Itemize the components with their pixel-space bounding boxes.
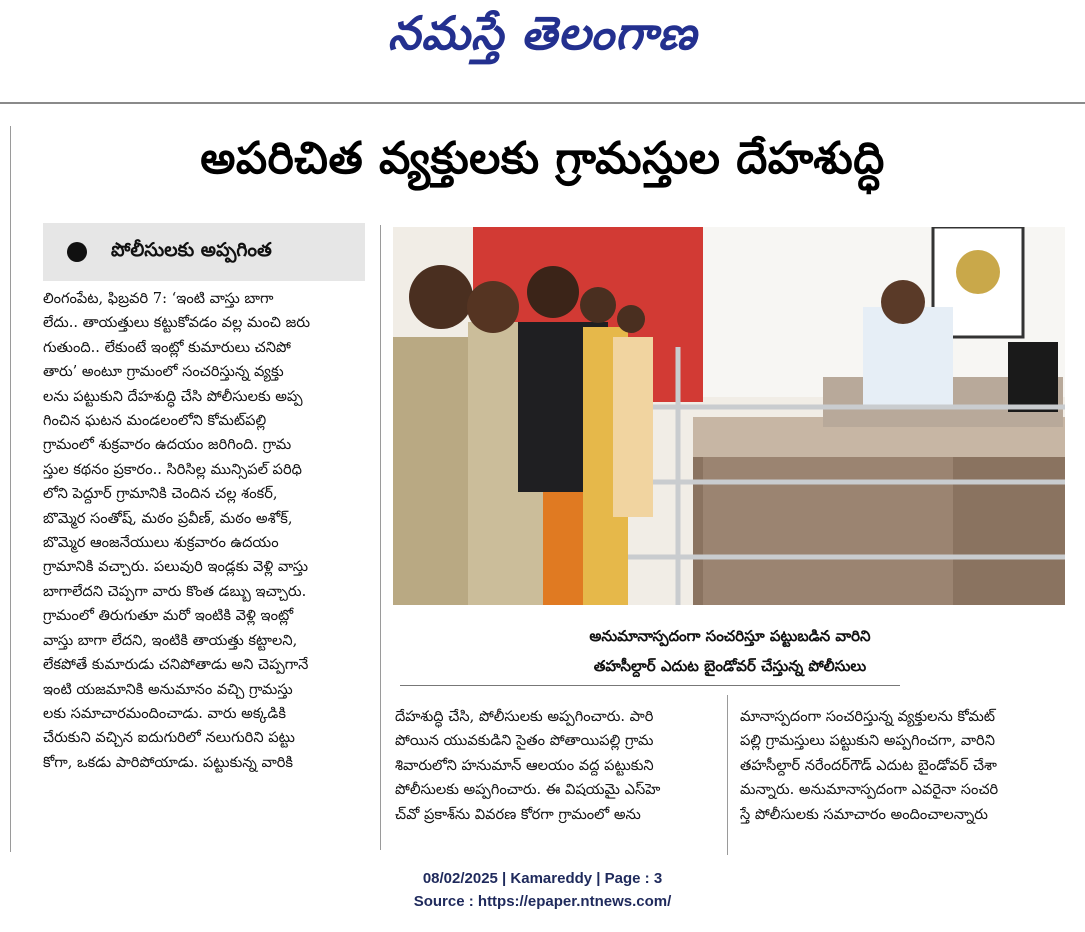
article-line: తారు’ అంటూ గ్రామంలో సంచరిస్తున్న వ్యక్తు [43, 363, 284, 381]
article-line: బొమ్మెర సంతోష్, మఠం ప్రవీణ్, మఠం అశోక్, [43, 509, 293, 527]
article-line: చ్‌వో ప్రకాశ్‌ను వివరణ కోరగా గ్రామంలో అను [395, 805, 641, 823]
article-line: లింగంపేట, ఫిబ్రవరి 7: ‘ఇంటి వాస్తు బాగా [43, 290, 274, 307]
article-line: లను పట్టుకుని దేహశుద్ధి చేసి పోలీసులకు అప్ప [43, 387, 303, 405]
photo-caption [395, 621, 1065, 681]
article-line: స్తుల కథనం ప్రకారం.. సిరిసిల్ల మున్సిపల్ పరిధి [43, 460, 302, 478]
article-line: లేదు.. తాయత్తులు కట్టుకోవడం వల్ల మంచి జరు [43, 314, 310, 332]
masthead [0, 0, 1085, 78]
column-divider [380, 225, 381, 850]
article-line: బాగాలేదని చెప్పగా వారు కొంత డబ్బు ఇచ్చారు. [43, 582, 307, 600]
article-line: లేకపోతే కుమారుడు చనిపోతాడు అని చెప్పగానే [43, 656, 309, 674]
article-line: గ్రామానికి వచ్చారు. పలువురి ఇండ్లకు వెళ్లి వాస్తు [43, 558, 309, 576]
article-line: లోని పెద్దూర్ గ్రామానికి చెందిన చల్ల శంకర్, [43, 485, 278, 503]
news-photo [393, 227, 1065, 605]
footer-dateline: 08/02/2025 | Kamareddy | Page : 3 [422, 870, 663, 887]
caption-line-2: తహసీల్దార్ ఎదుట బైండోవర్ చేస్తున్న పోలీసులు [593, 657, 867, 675]
masthead-divider [0, 102, 1085, 104]
article-line: తహసీల్దార్ నరేందర్‌గౌడ్ ఎదుట బైండోవర్ చేశా [740, 756, 997, 774]
article-line: గ్రామంలో శుక్రవారం ఉదయం జరిగింది. గ్రామ [43, 436, 292, 454]
article-line: గుతుంది.. లేకుంటే ఇంట్లో కుమారులు చనిపో [43, 338, 291, 356]
photo-illustration [393, 227, 1065, 605]
column-divider-2 [727, 695, 728, 855]
article-line: పోయిన యువకుడిని సైతం పోతాయిపల్లి గ్రామ [395, 732, 654, 750]
footer-source: Source : https://epaper.ntnews.com/ [413, 893, 672, 910]
article-line: చేరుకుని వచ్చిన ఐదుగురిలో నలుగురిని పట్టు [43, 729, 295, 747]
article-line: గ్రామంలో తిరుగుతూ మరో ఇంటికి వెళ్లి ఇంట్లో [43, 607, 294, 625]
article-line: పల్లి గ్రామస్తులు పట్టుకుని అప్పగించగా, వారిని [740, 732, 995, 750]
article-line: మన్నారు. అనుమానాస్పదంగా ఎవరైనా సంచరి [740, 781, 999, 799]
article-headline: అపరిచిత వ్యక్తులకు గ్రామస్తుల దేహశుద్ధి [200, 133, 885, 184]
article-line: వాస్తు బాగా లేదని, ఇంటికి తాయత్తు కట్టాలని, [43, 631, 298, 649]
article-column-2 [395, 705, 725, 827]
article-line: మానాస్పదంగా సంచరిస్తున్న వ్యక్తులను కోమట్ [740, 708, 996, 725]
subheading-text: పోలీసులకు అప్పగింత [111, 238, 272, 261]
subheading-box [43, 223, 365, 281]
article-column-3 [740, 705, 1065, 827]
article-line: లకు సమాచారమందించాడు. వారు అక్కడికి [43, 704, 286, 722]
article-line: గించిన ఘటన మండలంలోని కోమట్‌పల్లి [43, 412, 267, 430]
article-line: కోగా, ఒకడు పారిపోయాడు. పట్టుకున్న వారికి [43, 753, 294, 771]
article-line: ఇంటి యజమానికి అనుమానం వచ్చి గ్రామస్తు [43, 680, 293, 698]
article-line: దేహశుద్ధి చేసి, పోలీసులకు అప్పగించారు. పారి [395, 708, 654, 725]
article-line: బొమ్మెర ఆంజనేయులు శుక్రవారం ఉదయం [43, 534, 279, 552]
caption-divider [400, 685, 900, 686]
article-column-1 [43, 287, 365, 775]
caption-line-1: అనుమానాస్పదంగా సంచరిస్తూ పట్టుబడిన వారిని [589, 627, 871, 645]
masthead-title: నమస్తే తెలంగాణ [387, 6, 698, 60]
left-column-rule [10, 126, 11, 852]
bullet-icon [67, 242, 87, 262]
article-line: స్తే పోలీసులకు సమాచారం అందించాలన్నారు [740, 805, 988, 823]
article-line: శివారులోని హనుమాన్ ఆలయం వద్ద పట్టుకుని [395, 756, 654, 774]
article-line: పోలీసులకు అప్పగించారు. ఈ విషయమై ఎస్‌హె [395, 781, 661, 799]
